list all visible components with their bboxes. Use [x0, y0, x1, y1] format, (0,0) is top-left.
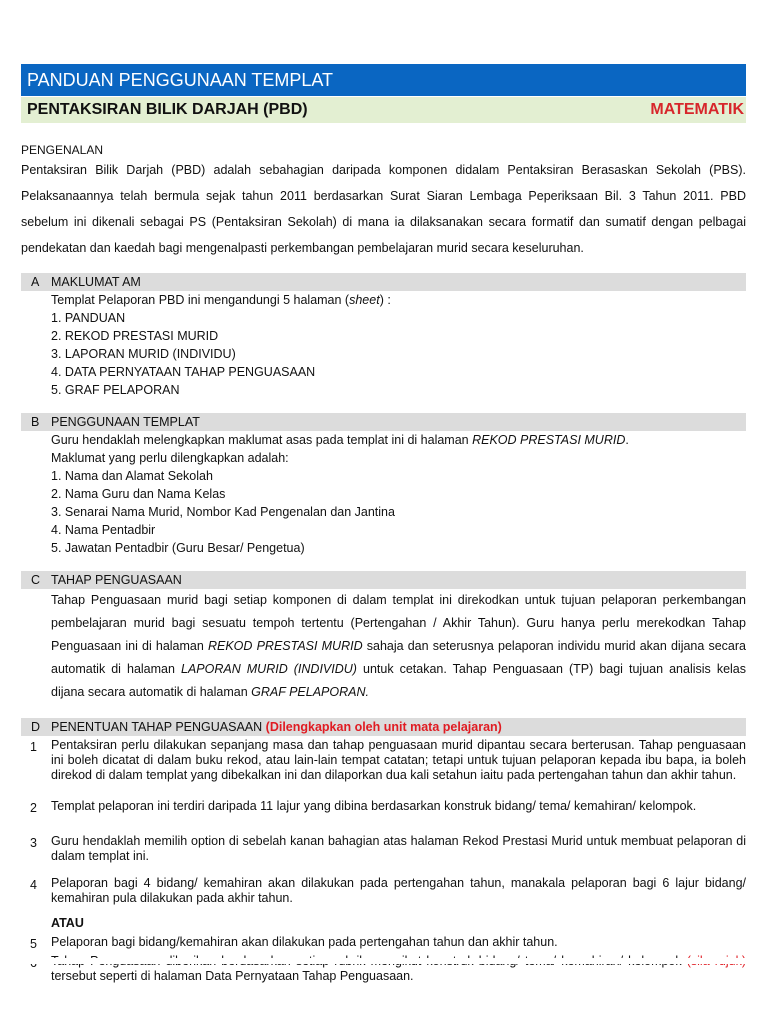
para-text: Tahap Penguasaan murid bagi setiap komponen di dalam templat ini direkodkan untuk tujuan pelaporan perkembangan pembelajaran murid bagi sesuatu tempoh tertentu (Pertengahan / Akhir Tahun). Guru hanya perlu merekodkan Tahap Penguasaan ini di halaman [51, 593, 746, 653]
list-item: 2. Nama Guru dan Nama Kelas [51, 487, 226, 501]
intro-heading: PENGENALAN [21, 143, 104, 157]
list-item: 4. Nama Pentadbir [51, 523, 156, 537]
list-item: 3. Senarai Nama Murid, Nombor Kad Pengenalan dan Jantina [51, 505, 395, 519]
section-label: PENGGUNAAN TEMPLAT [51, 415, 200, 429]
item-number: 5 [30, 937, 37, 951]
line-text: Guru hendaklah melengkapkan maklumat asas pada templat ini di halaman [51, 433, 473, 447]
intro-paragraph: Pentaksiran Bilik Darjah (PBD) adalah sebahagian daripada komponen didalam Pentaksiran Berasaskan Sekolah (PBS). Pelaksanaannya telah bermula sejak tahun 2011 berdasarkan Surat Siaran Lembaga Peperiksaan Bil. 3 Tahun 2011. PBD sebelum ini dikenali sebagai PS (Pentaksiran Sekolah) di mana ia dilaksanakan secara formatif dan sumatif dengan pelbagai pendekatan dan kaedah bagi mengenalpasti perkembangan pembelajaran murid secara keseluruhan. [21, 163, 746, 255]
or-text: ATAU [51, 916, 84, 930]
section-c-paragraph [21, 589, 746, 704]
section-b-line: Maklumat yang perlu dilengkapkan adalah: [51, 451, 289, 465]
item-number: 1 [30, 740, 37, 754]
intro-emphasis: sheet [349, 293, 380, 307]
subtitle-bar [21, 96, 746, 123]
list-item: 5. GRAF PELAPORAN [51, 383, 180, 397]
para-emphasis: GRAF PELAPORAN. [251, 685, 369, 699]
item-number: 3 [30, 836, 37, 850]
section-note: (Dilengkapkan oleh unit mata pelajaran) [265, 720, 502, 734]
page-cut-overlay [0, 958, 768, 964]
para-text: untuk cetakan. Tahap Penguasaan (TP) bagi tujuan analisis kelas dijana secara automatik di halaman [51, 662, 746, 699]
numbered-item [21, 799, 746, 814]
item-text-part: tersebut seperti di halaman Data Pernyataan Tahap Penguasaan. [51, 969, 414, 983]
intro-text: Templat Pelaporan PBD ini mengandungi 5 halaman ( [51, 293, 350, 307]
item-text: Templat pelaporan ini terdiri daripada 11 lajur yang dibina berdasarkan konstruk bidang/ tema/ kemahiran/ kelompok. [51, 799, 697, 813]
document-subtitle: PENTAKSIRAN BILIK DARJAH (PBD) [27, 101, 308, 118]
section-label: TAHAP PENGUASAAN [51, 573, 182, 587]
line-emphasis: REKOD PRESTASI MURID [472, 433, 626, 447]
document-page [21, 64, 746, 984]
numbered-item [21, 834, 746, 864]
section-label: MAKLUMAT AM [51, 275, 141, 289]
item-text: Pelaporan bagi 4 bidang/ kemahiran akan dilakukan pada pertengahan tahun, manakala pelaporan bagi 6 lajur bidang/ kemahiran pula dilakukan pada akhir tahun. [51, 876, 746, 905]
para-emphasis: REKOD PRESTASI MURID [207, 639, 363, 653]
subject-label: MATEMATIK [650, 101, 744, 118]
numbered-item [21, 935, 746, 950]
section-b-line [21, 431, 746, 449]
section-b-header [21, 413, 746, 431]
list-item: 3. LAPORAN MURID (INDIVIDU) [51, 347, 236, 361]
item-text: Pentaksiran perlu dilakukan sepanjang masa dan tahap penguasaan murid dipantau secara berterusan. Tahap penguasaan ini boleh dicatat di dalam buku rekod, atau lain-lain tempat catatan; tetapi untuk tujuan pelaporan kepada ibu bapa, ia boleh direkod di dalam templat yang dibekalkan ini dan dilaporkan dua kali setahun iaitu pada pertengahan tahun dan akhir tahun. [51, 738, 746, 782]
section-letter: C [31, 573, 41, 587]
section-letter: D [31, 720, 41, 734]
list-item: 2. REKOD PRESTASI MURID [51, 329, 219, 343]
section-d-header [21, 718, 746, 736]
section-label-text: PENENTUAN TAHAP PENGUASAAN [51, 720, 263, 734]
or-label [21, 916, 746, 931]
numbered-item [21, 738, 746, 783]
section-a-intro [21, 291, 746, 309]
item-number: 4 [30, 878, 37, 892]
item-number: 2 [30, 801, 37, 815]
item-text: Pelaporan bagi bidang/kemahiran akan dilakukan pada pertengahan tahun dan akhir tahun. [51, 935, 558, 949]
intro-text-end: ) : [379, 293, 391, 307]
list-item: 1. PANDUAN [51, 311, 126, 325]
section-letter: A [31, 275, 40, 289]
item-text: Guru hendaklah memilih option di sebelah kanan bahagian atas halaman Rekod Prestasi Murid untuk membuat pelaporan di dalam templat ini. [51, 834, 746, 863]
document-title: PANDUAN PENGGUNAAN TEMPLAT [21, 64, 746, 96]
list-item: 5. Jawatan Pentadbir (Guru Besar/ Pengetua) [51, 541, 305, 555]
para-emphasis: LAPORAN MURID (INDIVIDU) [180, 662, 357, 676]
list-item: 1. Nama dan Alamat Sekolah [51, 469, 213, 483]
section-c-header [21, 571, 746, 589]
numbered-item [21, 876, 746, 906]
para-text: sahaja dan seterusnya pelaporan individu murid akan dijana secara automatik di halaman [51, 639, 746, 676]
list-item: 4. DATA PERNYATAAN TAHAP PENGUASAAN [51, 365, 316, 379]
section-label [51, 718, 502, 736]
section-a-header [21, 273, 746, 291]
line-text-end: . [625, 433, 629, 447]
section-letter: B [31, 415, 40, 429]
